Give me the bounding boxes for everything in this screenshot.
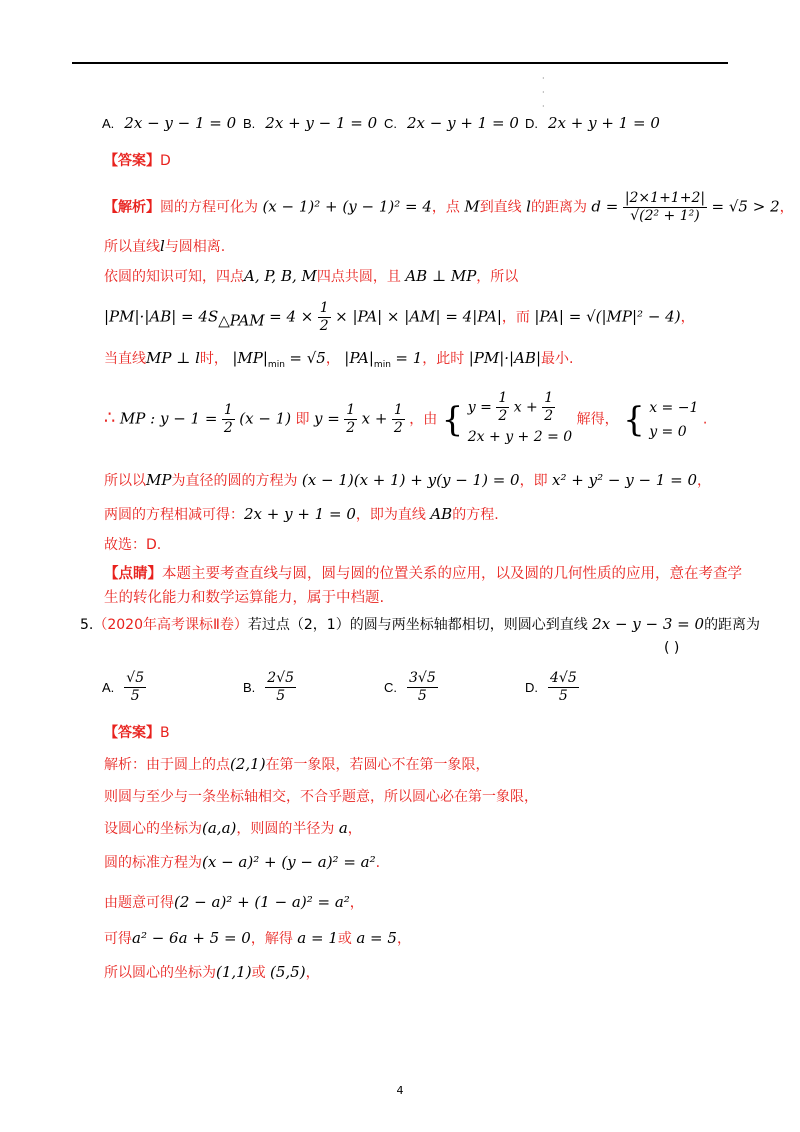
distance-fraction: $\frac{|2\times 1+1+2|}{\text{√(2² + 1²)}}$ xyxy=(624,190,706,224)
q4-option-c: C. 2x − y + 1 = 0 xyxy=(384,114,519,132)
q4-answer: 【答案】D xyxy=(104,153,171,169)
q5-solution-line2: 则圆与至少与一条坐标轴相交，不合乎题意，所以圆心必在第一象限， xyxy=(104,789,538,805)
q5-solution-line4: 圆的标准方程为(x − a)² + (y − a)² = a². xyxy=(104,853,381,871)
q4-analysis-line5: 当直线MP ⊥ l时， $|MP|_{min} = √5$， $|PA|_{min} = 1$，此时 |PM|·|AB|最小. xyxy=(104,349,574,370)
q4-option-b: B. 2x + y − 1 = 0 xyxy=(243,114,378,132)
q4-analysis-line1: 【解析】圆的方程可化为 (x − 1)² + (y − 1)² = 4，点 M到直线 l的距离为 d = $\frac{|2\times 1+1+2|}{\text{√(2² + 1²)}}$ = √5 > 2， xyxy=(104,190,794,224)
q4-analysis-line4: $|PM|\cdot|AB| = 4S_{\triangle PAM} = 4$ × $\frac{1}{2}$ × |PA| × |AM| = 4|PA|，而 |PA| = √(|MP|² − 4)， xyxy=(104,300,695,334)
q4-analysis-line8: 两圆的方程相减可得：2x + y + 1 = 0，即为直线 AB的方程. xyxy=(104,505,499,523)
q5-solution-line5: 由题意可得(2 − a)² + (1 − a)² = a²， xyxy=(104,893,364,911)
equation-system: y = $\frac{1}{2}$ x + $\frac{1}{2}$ 2x + y + 2 = 0 xyxy=(467,390,573,445)
q5-option-c: C. $\frac{3√5}{5}$ xyxy=(384,670,436,704)
q5-solution-line6: 可得a² − 6a + 5 = 0，解得 a = 1或 a = 5， xyxy=(104,929,411,947)
q5-answer: 【答案】B xyxy=(104,725,170,741)
q4-option-d: D. 2x + y + 1 = 0 xyxy=(525,114,660,132)
header-rule xyxy=(72,62,728,64)
solution-system: x = −1 y = 0 xyxy=(649,399,699,440)
q4-analysis-line2: 所以直线l与圆相离. xyxy=(104,237,226,255)
q5-stem: 5.（2020年高考课标Ⅱ卷）若过点（2，1）的圆与两坐标轴都相切，则圆心到直线 2x − y − 3 = 0的距离为 xyxy=(80,615,761,633)
margin-dots: · · · xyxy=(542,74,545,111)
q4-analysis-line7: 所以以MP为直径的圆的方程为 (x − 1)(x + 1) + y(y − 1) = 0，即 x² + y² − y − 1 = 0， xyxy=(104,471,711,489)
q5-answer-paren: ( ) xyxy=(664,640,680,656)
page-number: 4 xyxy=(396,1084,404,1097)
q5-solution-line1: 解析：由于圆上的点(2,1)在第一象限，若圆心不在第一象限， xyxy=(104,755,490,773)
q4-analysis-line9: 故选：D. xyxy=(104,537,162,553)
q4-comment-line1: 【点睛】本题主要考查直线与圆，圆与圆的位置关系的应用，以及圆的几何性质的应用，意在考查学 xyxy=(104,566,742,582)
q4-analysis-line6: ∴ MP : y − 1 = $\frac{1}{2}$ (x − 1) 即 y = $\frac{1}{2}$ x + $\frac{1}{2}$ ，由 { y = $\frac{1}{2}$ x + $\frac{1}{2}$ 2x + y + 2 = 0 解得， { x = −1 y = 0 . xyxy=(104,390,707,449)
q5-solution-line7: 所以圆心的坐标为(1,1)或 (5,5)， xyxy=(104,963,320,981)
q5-option-b: B. $\frac{2√5}{5}$ xyxy=(243,670,295,704)
q5-solution-line3: 设圆心的坐标为(a,a)，则圆的半径为 a， xyxy=(104,819,362,837)
q5-option-d: D. $\frac{4√5}{5}$ xyxy=(525,670,577,704)
q4-analysis-line3: 依圆的知识可知，四点A, P, B, M四点共圆，且 AB ⊥ MP，所以 xyxy=(104,267,519,285)
q4-comment-line2: 生的转化能力和数学运算能力，属于中档题. xyxy=(104,590,385,606)
q4-option-a: A. 2x − y − 1 = 0 xyxy=(102,114,237,132)
q5-option-a: A. $\frac{√5}{5}$ xyxy=(102,670,145,704)
